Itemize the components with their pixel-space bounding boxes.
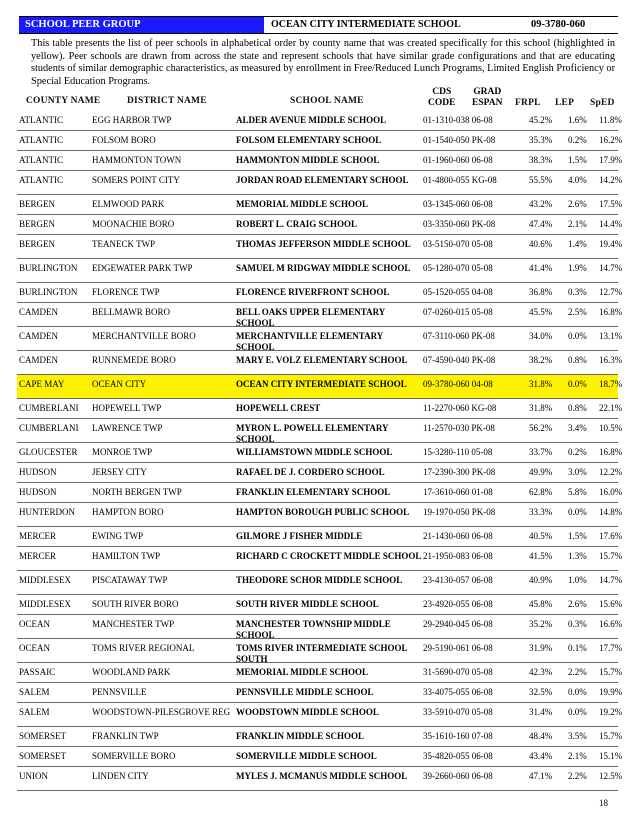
school-cell: THEODORE SCHOR MIDDLE SCHOOL — [236, 575, 403, 585]
lep-cell: 0.0% — [568, 379, 587, 389]
district-cell: WOODLAND PARK — [92, 667, 171, 677]
school-cell: MYRON L. POWELL ELEMENTARY SCHOOL — [236, 423, 389, 444]
school-cell: RAFAEL DE J. CORDERO SCHOOL — [236, 467, 385, 477]
lep-cell: 2.1% — [568, 219, 587, 229]
sped-cell: 15.7% — [599, 731, 623, 741]
cds-code-cell: 03-5150-070 05-08 — [423, 239, 493, 249]
sped-cell: 19.2% — [599, 707, 623, 717]
school-cell: WOODSTOWN MIDDLE SCHOOL — [236, 707, 379, 717]
county-cell: HUNTERDON — [19, 507, 75, 517]
cds-code-cell: 19-1970-050 PK-08 — [423, 507, 496, 517]
table-row — [17, 727, 623, 747]
school-cell: JORDAN ROAD ELEMENTARY SCHOOL — [236, 175, 409, 185]
frpl-cell: 45.2% — [529, 115, 553, 125]
table-row — [17, 463, 623, 483]
sped-cell: 12.2% — [599, 467, 623, 477]
district-cell: HOPEWELL TWP — [92, 403, 162, 413]
school-cell: HAMPTON BOROUGH PUBLIC SCHOOL — [236, 507, 410, 517]
county-cell: PASSAIC — [19, 667, 56, 677]
school-cell: MYLES J. MCMANUS MIDDLE SCHOOL — [236, 771, 408, 781]
cds-code-cell: 29-5190-061 06-08 — [423, 643, 493, 653]
lep-cell: 0.3% — [568, 287, 587, 297]
district-cell: SOUTH RIVER BORO — [92, 599, 179, 609]
intro-paragraph: This table presents the list of peer schools in alphabetical order by county name that was created specifically for this school (highlighted in yellow). Peer schools are drawn from across the state and represent schools that have similar grade configurations and that are educating students of similar demographic characteristics, as measured by enrollment in Free/Reduced Lunch Programs, Limited English Proficiency or Special Education Programs. — [31, 38, 615, 88]
school-cell: GILMORE J FISHER MIDDLE — [236, 531, 363, 541]
frpl-cell: 38.2% — [529, 355, 553, 365]
district-cell: WOODSTOWN-PILESGROVE REG — [92, 707, 231, 717]
frpl-cell: 33.3% — [529, 507, 553, 517]
lep-cell: 1.5% — [568, 155, 587, 165]
frpl-cell: 48.4% — [529, 731, 553, 741]
cds-code-cell: 07-4590-040 PK-08 — [423, 355, 496, 365]
col-header-grad-line1: GRAD — [473, 87, 502, 97]
county-cell: OCEAN — [19, 643, 50, 653]
table-row — [17, 663, 623, 683]
school-cell: WILLIAMSTOWN MIDDLE SCHOOL — [236, 447, 393, 457]
district-cell: BELLMAWR BORO — [92, 307, 171, 317]
county-cell: GLOUCESTER — [19, 447, 78, 457]
county-cell: OCEAN — [19, 619, 50, 629]
col-header-school: SCHOOL NAME — [290, 96, 364, 106]
sped-cell: 12.5% — [599, 771, 623, 781]
district-cell: RUNNEMEDE BORO — [92, 355, 176, 365]
county-cell: ATLANTIC — [19, 155, 63, 165]
sped-cell: 10.5% — [599, 423, 623, 433]
frpl-cell: 32.5% — [529, 687, 553, 697]
school-cell: FLORENCE RIVERFRONT SCHOOL — [236, 287, 390, 297]
school-cell: SOUTH RIVER MIDDLE SCHOOL — [236, 599, 379, 609]
school-cell: THOMAS JEFFERSON MIDDLE SCHOOL — [236, 239, 411, 249]
school-cell: FOLSOM ELEMENTARY SCHOOL — [236, 135, 382, 145]
table-row — [17, 547, 623, 571]
sped-cell: 12.7% — [599, 287, 623, 297]
district-cell: HAMMONTON TOWN — [92, 155, 182, 165]
col-header-cds — [428, 87, 455, 109]
cds-code-cell: 01-4800-055 KG-08 — [423, 175, 497, 185]
district-cell: JERSEY CITY — [92, 467, 147, 477]
district-cell: EGG HARBOR TWP — [92, 115, 172, 125]
table-row — [17, 595, 623, 615]
school-name-heading: OCEAN CITY INTERMEDIATE SCHOOL — [271, 19, 461, 30]
school-cell: MERCHANTVILLE ELEMENTARY SCHOOL — [236, 331, 383, 352]
lep-cell: 0.8% — [568, 355, 587, 365]
table-row — [17, 399, 623, 419]
district-cell: LAWRENCE TWP — [92, 423, 163, 433]
lep-cell: 0.0% — [568, 331, 587, 341]
lep-cell: 0.8% — [568, 403, 587, 413]
school-cell: RICHARD C CROCKETT MIDDLE SCHOOL — [236, 551, 422, 561]
district-cell: ELMWOOD PARK — [92, 199, 165, 209]
frpl-cell: 47.4% — [529, 219, 553, 229]
school-cell: PENNSVILLE MIDDLE SCHOOL — [236, 687, 374, 697]
frpl-cell: 41.4% — [529, 263, 553, 273]
cds-code-cell: 17-3610-060 01-08 — [423, 487, 493, 497]
county-cell: MERCER — [19, 551, 57, 561]
district-cell: HAMILTON TWP — [92, 551, 161, 561]
lep-cell: 0.2% — [568, 447, 587, 457]
lep-cell: 3.0% — [568, 467, 587, 477]
frpl-cell: 62.8% — [529, 487, 553, 497]
district-cell: SOMERS POINT CITY — [92, 175, 180, 185]
table-row — [17, 351, 623, 375]
school-cell: ROBERT L. CRAIG SCHOOL — [236, 219, 358, 229]
sped-cell: 17.9% — [599, 155, 623, 165]
county-cell: SALEM — [19, 707, 50, 717]
county-cell: SOMERSET — [19, 731, 67, 741]
county-cell: ATLANTIC — [19, 115, 63, 125]
frpl-cell: 41.5% — [529, 551, 553, 561]
sped-cell: 14.7% — [599, 263, 623, 273]
district-cell: MERCHANTVILLE BORO — [92, 331, 196, 341]
title-bar — [19, 16, 618, 34]
sped-cell: 19.4% — [599, 239, 623, 249]
school-cell: SOMERVILLE MIDDLE SCHOOL — [236, 751, 377, 761]
school-cell: BELL OAKS UPPER ELEMENTARY SCHOOL — [236, 307, 385, 328]
sped-cell: 18.7% — [599, 379, 623, 389]
frpl-cell: 49.9% — [529, 467, 553, 477]
cds-code-cell: 21-1430-060 06-08 — [423, 531, 493, 541]
lep-cell: 3.4% — [568, 423, 587, 433]
school-cell: TOMS RIVER INTERMEDIATE SCHOOL SOUTH — [236, 643, 407, 664]
table-row — [17, 111, 622, 131]
district-cell: NORTH BERGEN TWP — [92, 487, 182, 497]
table-row — [17, 171, 623, 195]
lep-cell: 1.4% — [568, 239, 587, 249]
county-cell: BERGEN — [19, 239, 55, 249]
table-row — [17, 483, 623, 503]
lep-cell: 2.6% — [568, 599, 587, 609]
school-cell: MEMORIAL MIDDLE SCHOOL — [236, 667, 369, 677]
frpl-cell: 45.8% — [529, 599, 553, 609]
school-cell: HAMMONTON MIDDLE SCHOOL — [236, 155, 380, 165]
county-cell: HUDSON — [19, 487, 57, 497]
county-cell: CUMBERLANI — [19, 423, 79, 433]
school-code-heading: 09-3780-060 — [531, 19, 586, 30]
district-cell: FLORENCE TWP — [92, 287, 160, 297]
county-cell: MIDDLESEX — [19, 599, 71, 609]
county-cell: CAPE MAY — [19, 379, 65, 389]
frpl-cell: 55.5% — [529, 175, 553, 185]
sped-cell: 14.7% — [599, 575, 623, 585]
lep-cell: 0.3% — [568, 619, 587, 629]
district-cell: LINDEN CITY — [92, 771, 149, 781]
cds-code-cell: 11-2270-060 KG-08 — [423, 403, 497, 413]
lep-cell: 2.6% — [568, 199, 587, 209]
lep-cell: 2.2% — [568, 771, 587, 781]
sped-cell: 15.7% — [599, 551, 623, 561]
frpl-cell: 31.9% — [529, 643, 553, 653]
sped-cell: 16.2% — [599, 135, 623, 145]
cds-code-cell: 05-1520-055 04-08 — [423, 287, 493, 297]
county-cell: MIDDLESEX — [19, 575, 71, 585]
table-row — [17, 283, 623, 303]
frpl-cell: 40.6% — [529, 239, 553, 249]
cds-code-cell: 17-2390-300 PK-08 — [423, 467, 496, 477]
county-cell: BERGEN — [19, 219, 55, 229]
cds-code-cell: 01-1960-060 06-08 — [423, 155, 493, 165]
cds-code-cell: 33-4075-055 06-08 — [423, 687, 493, 697]
lep-cell: 0.0% — [568, 507, 587, 517]
county-cell: SOMERSET — [19, 751, 67, 761]
county-cell: CUMBERLANI — [19, 403, 79, 413]
table-row — [17, 683, 623, 703]
frpl-cell: 42.3% — [529, 667, 553, 677]
frpl-cell: 45.5% — [529, 307, 553, 317]
county-cell: ATLANTIC — [19, 135, 63, 145]
col-header-cds-line1: CDS — [432, 87, 452, 97]
col-header-grad-line2: ESPAN — [472, 98, 503, 108]
county-cell: MERCER — [19, 531, 57, 541]
district-cell: EDGEWATER PARK TWP — [92, 263, 193, 273]
cds-code-cell: 07-3110-060 PK-08 — [423, 331, 495, 341]
page-number: 18 — [599, 798, 608, 808]
cds-code-cell: 21-1950-083 06-08 — [423, 551, 493, 561]
sped-cell: 17.7% — [599, 643, 623, 653]
peer-group-label: SCHOOL PEER GROUP — [19, 17, 264, 33]
school-cell: OCEAN CITY INTERMEDIATE SCHOOL — [236, 379, 407, 389]
peer-schools-table — [17, 111, 623, 791]
frpl-cell: 35.2% — [529, 619, 553, 629]
district-cell: MONROE TWP — [92, 447, 153, 457]
frpl-cell: 40.5% — [529, 531, 553, 541]
county-cell: HUDSON — [19, 467, 57, 477]
table-row — [17, 571, 623, 595]
sped-cell: 16.0% — [599, 487, 623, 497]
lep-cell: 1.6% — [568, 115, 587, 125]
frpl-cell: 56.2% — [529, 423, 553, 433]
cds-code-cell: 07-0260-015 05-08 — [423, 307, 493, 317]
cds-code-cell: 33-5910-070 05-08 — [423, 707, 493, 717]
county-cell: BERGEN — [19, 199, 55, 209]
cds-code-cell: 31-5690-070 05-08 — [423, 667, 493, 677]
district-cell: PENNSVILLE — [92, 687, 147, 697]
table-row — [17, 615, 623, 640]
county-cell: ATLANTIC — [19, 175, 63, 185]
frpl-cell: 40.9% — [529, 575, 553, 585]
district-cell: SOMERVILLE BORO — [92, 751, 176, 761]
cds-code-cell: 35-4820-055 06-08 — [423, 751, 493, 761]
county-cell: BURLINGTON — [19, 263, 78, 273]
district-cell: MOONACHIE BORO — [92, 219, 175, 229]
frpl-cell: 43.2% — [529, 199, 553, 209]
table-row — [17, 303, 623, 328]
school-cell: ALDER AVENUE MIDDLE SCHOOL — [236, 115, 387, 125]
lep-cell: 3.5% — [568, 731, 587, 741]
lep-cell: 0.2% — [568, 135, 587, 145]
sped-cell: 16.8% — [599, 307, 623, 317]
lep-cell: 2.1% — [568, 751, 587, 761]
sped-cell: 17.6% — [599, 531, 623, 541]
school-cell: HOPEWELL CREST — [236, 403, 321, 413]
table-row — [17, 259, 623, 283]
cds-code-cell: 29-2940-045 06-08 — [423, 619, 493, 629]
lep-cell: 1.5% — [568, 531, 587, 541]
col-header-grad — [472, 87, 502, 109]
table-row — [17, 503, 623, 527]
district-cell: TEANECK TWP — [92, 239, 156, 249]
county-cell: CAMDEN — [19, 355, 59, 365]
frpl-cell: 31.4% — [529, 707, 553, 717]
sped-cell: 13.1% — [599, 331, 623, 341]
sped-cell: 14.2% — [599, 175, 623, 185]
lep-cell: 1.0% — [568, 575, 587, 585]
district-cell: FRANKLIN TWP — [92, 731, 159, 741]
sped-cell: 17.5% — [599, 199, 623, 209]
table-row — [17, 767, 623, 791]
county-cell: CAMDEN — [19, 331, 59, 341]
sped-cell: 16.3% — [599, 355, 623, 365]
frpl-cell: 35.3% — [529, 135, 553, 145]
table-row — [17, 327, 623, 352]
county-cell: UNION — [19, 771, 48, 781]
district-cell: FOLSOM BORO — [92, 135, 156, 145]
sped-cell: 15.7% — [599, 667, 623, 677]
school-cell: FRANKLIN MIDDLE SCHOOL — [236, 731, 365, 741]
col-header-sped: SpED — [590, 98, 615, 108]
frpl-cell: 34.0% — [529, 331, 553, 341]
lep-cell: 2.5% — [568, 307, 587, 317]
lep-cell: 0.0% — [568, 707, 587, 717]
col-header-county: COUNTY NAME — [26, 96, 101, 106]
cds-code-cell: 35-1610-160 07-08 — [423, 731, 493, 741]
district-cell: MANCHESTER TWP — [92, 619, 175, 629]
frpl-cell: 31.8% — [529, 379, 553, 389]
frpl-cell: 33.7% — [529, 447, 553, 457]
sped-cell: 14.8% — [599, 507, 623, 517]
school-cell: FRANKLIN ELEMENTARY SCHOOL — [236, 487, 391, 497]
cds-code-cell: 11-2570-030 PK-08 — [423, 423, 495, 433]
col-header-district: DISTRICT NAME — [127, 96, 207, 106]
lep-cell: 1.9% — [568, 263, 587, 273]
col-header-cds-line2: CODE — [428, 98, 456, 108]
cds-code-cell: 23-4920-055 06-08 — [423, 599, 493, 609]
school-cell: MARY E. VOLZ ELEMENTARY SCHOOL — [236, 355, 408, 365]
sped-cell: 11.8% — [599, 115, 622, 125]
sped-cell: 16.8% — [599, 447, 623, 457]
cds-code-cell: 03-1345-060 06-08 — [423, 199, 493, 209]
sped-cell: 14.4% — [599, 219, 623, 229]
cds-code-cell: 01-1540-050 PK-08 — [423, 135, 496, 145]
table-row — [17, 215, 623, 235]
col-header-frpl: FRPL — [515, 98, 541, 108]
district-cell: EWING TWP — [92, 531, 144, 541]
cds-code-cell: 15-3280-110 05-08 — [423, 447, 493, 457]
sped-cell: 15.1% — [599, 751, 623, 761]
frpl-cell: 36.8% — [529, 287, 553, 297]
table-row — [17, 747, 623, 767]
cds-code-cell: 39-2660-060 06-08 — [423, 771, 493, 781]
county-cell: CAMDEN — [19, 307, 59, 317]
school-cell: MEMORIAL MIDDLE SCHOOL — [236, 199, 369, 209]
lep-cell: 1.3% — [568, 551, 587, 561]
district-cell: OCEAN CITY — [92, 379, 147, 389]
table-row — [17, 527, 623, 547]
district-cell: TOMS RIVER REGIONAL — [92, 643, 195, 653]
cds-code-cell: 05-1280-070 05-08 — [423, 263, 493, 273]
school-cell: MANCHESTER TOWNSHIP MIDDLE SCHOOL — [236, 619, 391, 640]
district-cell: PISCATAWAY TWP — [92, 575, 168, 585]
table-row — [17, 419, 623, 444]
cds-code-cell: 09-3780-060 04-08 — [423, 379, 493, 389]
col-header-lep: LEP — [555, 98, 575, 108]
frpl-cell: 31.8% — [529, 403, 553, 413]
sped-cell: 15.6% — [599, 599, 623, 609]
table-row — [17, 131, 623, 151]
table-row — [17, 235, 623, 259]
sped-cell: 16.6% — [599, 619, 623, 629]
lep-cell: 0.0% — [568, 687, 587, 697]
lep-cell: 5.8% — [568, 487, 587, 497]
frpl-cell: 43.4% — [529, 751, 553, 761]
school-cell: SAMUEL M RIDGWAY MIDDLE SCHOOL — [236, 263, 411, 273]
frpl-cell: 47.1% — [529, 771, 553, 781]
lep-cell: 4.0% — [568, 175, 587, 185]
cds-code-cell: 01-1310-038 06-08 — [423, 115, 493, 125]
table-row — [17, 443, 623, 463]
cds-code-cell: 03-3350-060 PK-08 — [423, 219, 496, 229]
table-row — [17, 195, 623, 215]
table-row-highlighted — [17, 375, 623, 399]
table-row — [17, 151, 623, 171]
sped-cell: 22.1% — [599, 403, 623, 413]
county-cell: SALEM — [19, 687, 50, 697]
cds-code-cell: 23-4130-057 06-08 — [423, 575, 493, 585]
lep-cell: 0.1% — [568, 643, 587, 653]
sped-cell: 19.9% — [599, 687, 623, 697]
table-row — [17, 703, 623, 727]
table-row — [17, 639, 623, 664]
lep-cell: 2.2% — [568, 667, 587, 677]
district-cell: HAMPTON BORO — [92, 507, 164, 517]
county-cell: BURLINGTON — [19, 287, 78, 297]
frpl-cell: 38.3% — [529, 155, 553, 165]
